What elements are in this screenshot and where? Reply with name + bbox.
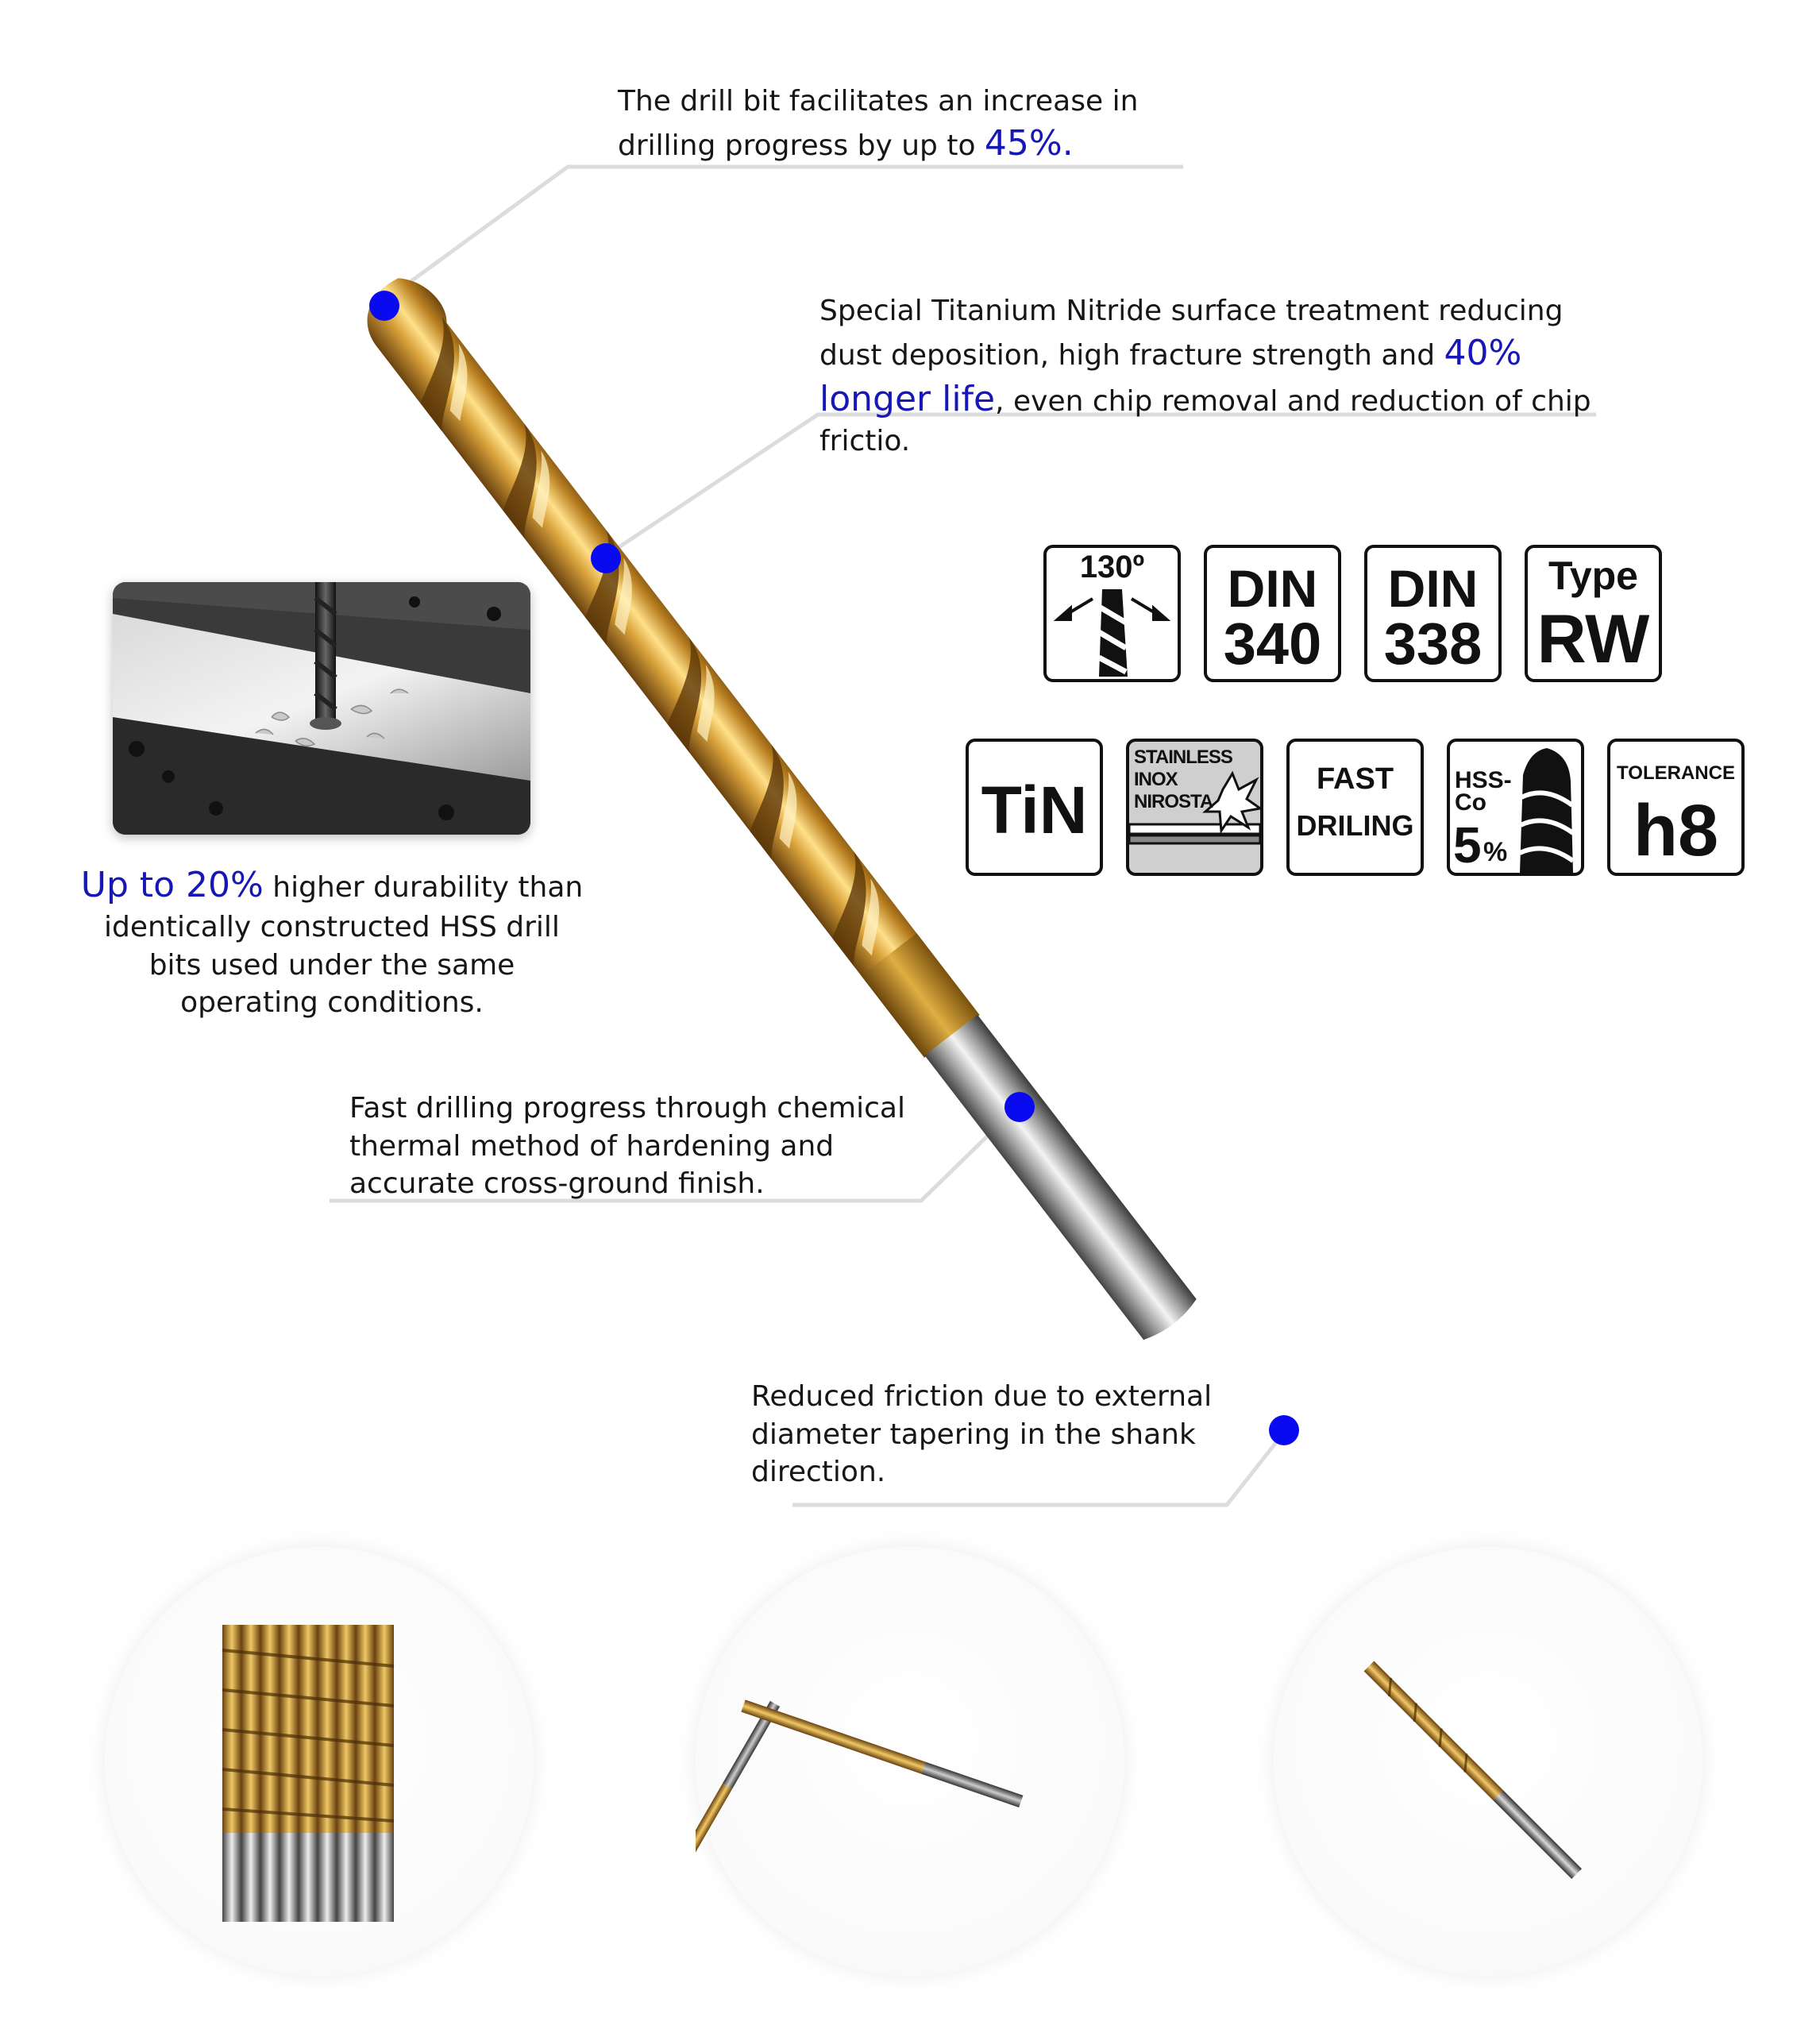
din338-line2: 338 (1383, 611, 1483, 677)
hssco-line2: Co (1455, 789, 1486, 816)
fast-drilling-badge (1286, 739, 1424, 876)
drill-set-photo (105, 1547, 534, 1976)
hss-co-badge (1447, 739, 1584, 876)
drilling-action-photo (113, 582, 530, 835)
hssco-line3: 5 (1453, 816, 1482, 874)
tolerance-value: h8 (1633, 790, 1719, 871)
type-value: RW (1537, 601, 1650, 677)
point-angle-badge (1043, 545, 1181, 682)
tin-label: TiN (981, 773, 1088, 847)
coating-callout (819, 292, 1614, 460)
tip-callout-text: The drill bit facilitates an increase in drilling progress by up to (618, 85, 1139, 162)
din340-line2: 340 (1223, 611, 1322, 677)
durability-callout-highlight: Up to 20% (80, 865, 264, 905)
crossed-drills-photo (696, 1547, 1124, 1976)
single-drill-photo (1274, 1547, 1702, 1976)
type-rw-badge (1525, 545, 1662, 682)
durability-callout-text: higher durability than identically constructed HSS drill bits used under the same operating conditions. (104, 871, 584, 1020)
drill-angle-icon (1047, 583, 1178, 678)
stainless-line3: NIROSTA (1134, 791, 1213, 812)
coating-callout-text: Special Titanium Nitride surface treatment reducing dust deposition, high fracture strength and (819, 295, 1564, 372)
din340-line1: DIN (1227, 559, 1318, 618)
coating-callout-text-end: , even chip removal and reduction of chip frictio. (819, 384, 1591, 457)
tin-coating-badge (966, 739, 1103, 876)
hssco-line4: % (1483, 837, 1508, 867)
hardening-callout-text: Fast drilling progress through chemical thermal method of hardening and accurate cross-ground finish. (349, 1092, 905, 1201)
point-angle-label: 130º (1079, 550, 1145, 584)
shank-callout-text: Reduced friction due to external diameter tapering in the shank direction. (751, 1380, 1213, 1489)
din338-badge (1364, 545, 1502, 682)
din338-line1: DIN (1387, 559, 1479, 618)
tolerance-badge (1607, 739, 1745, 876)
fast-line1: FAST (1316, 762, 1394, 796)
din340-badge (1204, 545, 1341, 682)
shank-callout (751, 1378, 1228, 1491)
hssco-line1: HSS- (1455, 767, 1512, 793)
stainless-steel-badge (1126, 739, 1263, 876)
tolerance-label: TOLERANCE (1617, 762, 1735, 784)
type-label: Type (1548, 554, 1638, 598)
fast-line2: DRILING (1296, 809, 1414, 842)
coating-callout-highlight: 40% longer life (819, 332, 1522, 419)
stainless-line1: STAINLESS (1134, 746, 1232, 768)
tip-callout-highlight: 45%. (984, 122, 1074, 164)
tip-callout (618, 83, 1205, 167)
durability-callout (78, 862, 586, 1022)
stainless-line2: INOX (1134, 769, 1178, 790)
hardening-callout (349, 1090, 905, 1203)
